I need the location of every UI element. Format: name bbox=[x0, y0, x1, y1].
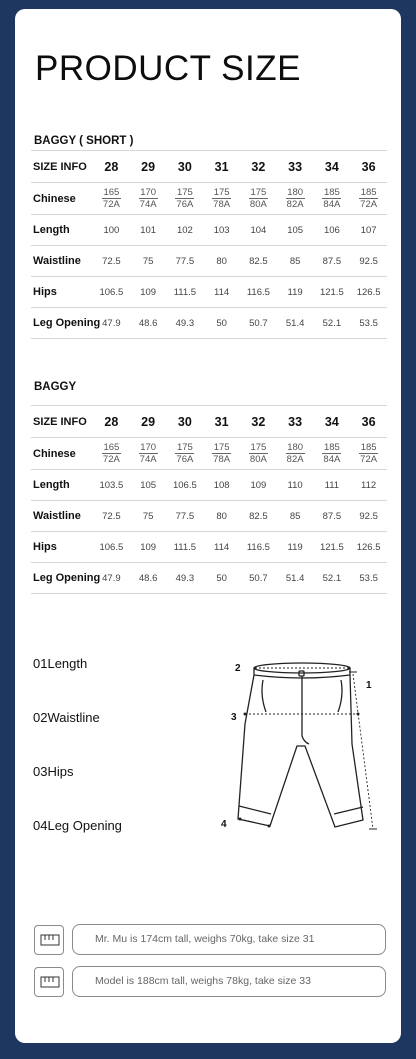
row-label: Leg Opening bbox=[31, 563, 93, 594]
cell: 48.6 bbox=[130, 563, 167, 594]
cell: 112 bbox=[350, 470, 387, 501]
chinese-size: $\frac{185}{84A}$ bbox=[323, 442, 341, 465]
size-table-baggy-short bbox=[31, 150, 387, 339]
row-label: Waistline bbox=[31, 246, 93, 277]
cell: 119 bbox=[277, 277, 314, 308]
cell: 106.5 bbox=[93, 532, 130, 563]
cell: 47.9 bbox=[93, 308, 130, 339]
chinese-size: $\frac{170}{74A}$ bbox=[139, 187, 157, 210]
size-col: 29 bbox=[130, 406, 167, 438]
chinese-row bbox=[31, 438, 387, 470]
cell: 82.5 bbox=[240, 246, 277, 277]
ruler-icon bbox=[34, 925, 64, 955]
cell: 47.9 bbox=[93, 563, 130, 594]
chinese-size: $\frac{175}{76A}$ bbox=[176, 442, 194, 465]
row-label: Leg Opening bbox=[31, 308, 93, 339]
cell: 121.5 bbox=[314, 532, 351, 563]
cell: 77.5 bbox=[167, 246, 204, 277]
cell: 116.5 bbox=[240, 277, 277, 308]
chinese-size: $\frac{175}{80A}$ bbox=[249, 187, 267, 210]
size-col: 30 bbox=[167, 151, 204, 183]
size-col: 31 bbox=[203, 151, 240, 183]
legend-length: 01Length bbox=[33, 656, 88, 671]
size-col: 32 bbox=[240, 406, 277, 438]
chinese-size: $\frac{175}{78A}$ bbox=[213, 187, 231, 210]
cell: 50.7 bbox=[240, 563, 277, 594]
chinese-size: $\frac{170}{74A}$ bbox=[139, 442, 157, 465]
cell: 111 bbox=[314, 470, 351, 501]
cell: 80 bbox=[203, 501, 240, 532]
cell: 49.3 bbox=[167, 308, 204, 339]
size-col: 34 bbox=[314, 151, 351, 183]
cell: 104 bbox=[240, 215, 277, 246]
cell: 75 bbox=[130, 246, 167, 277]
table-row-hips bbox=[31, 277, 387, 308]
row-label: Length bbox=[31, 215, 93, 246]
cell: 51.4 bbox=[277, 563, 314, 594]
cell: 72.5 bbox=[93, 501, 130, 532]
cell: 111.5 bbox=[167, 532, 204, 563]
pants-outline bbox=[238, 675, 363, 827]
cell: 110 bbox=[277, 470, 314, 501]
size-col: 32 bbox=[240, 151, 277, 183]
cell: 102 bbox=[167, 215, 204, 246]
cell: 52.1 bbox=[314, 308, 351, 339]
table-row-leg-opening bbox=[31, 563, 387, 594]
cell: 103 bbox=[203, 215, 240, 246]
cell: 87.5 bbox=[314, 501, 351, 532]
diagram-marker-2: 2 bbox=[235, 663, 241, 674]
cell: 121.5 bbox=[314, 277, 351, 308]
chinese-size: $\frac{165}{72A}$ bbox=[102, 442, 120, 465]
diagram-marker-4: 4 bbox=[221, 819, 227, 830]
chinese-size: $\frac{185}{84A}$ bbox=[323, 187, 341, 210]
cell: 80 bbox=[203, 246, 240, 277]
legend-hips: 03Hips bbox=[33, 764, 74, 779]
cell: 126.5 bbox=[350, 277, 387, 308]
table-row-waistline bbox=[31, 501, 387, 532]
cell: 85 bbox=[277, 501, 314, 532]
size-col: 33 bbox=[277, 151, 314, 183]
row-label: Hips bbox=[31, 277, 93, 308]
cell: 105 bbox=[277, 215, 314, 246]
table-title-baggy: BAGGY bbox=[34, 381, 77, 393]
diagram-marker-3: 3 bbox=[231, 712, 237, 723]
cell: 111.5 bbox=[167, 277, 204, 308]
cell: 92.5 bbox=[350, 501, 387, 532]
cell: 72.5 bbox=[93, 246, 130, 277]
cell: 53.5 bbox=[350, 563, 387, 594]
ruler-icon bbox=[34, 967, 64, 997]
chinese-size: $\frac{175}{78A}$ bbox=[213, 442, 231, 465]
diagram-marker-1: 1 bbox=[366, 680, 372, 691]
legend-leg-opening: 04Leg Opening bbox=[33, 818, 122, 833]
legend-waistline: 02Waistline bbox=[33, 710, 100, 725]
cell: 106.5 bbox=[93, 277, 130, 308]
row-label: Hips bbox=[31, 532, 93, 563]
chinese-label: Chinese bbox=[31, 438, 93, 470]
cell: 51.4 bbox=[277, 308, 314, 339]
size-col: 36 bbox=[350, 406, 387, 438]
size-col: 28 bbox=[93, 151, 130, 183]
cell: 106.5 bbox=[167, 470, 204, 501]
cell: 101 bbox=[130, 215, 167, 246]
table-row-waistline bbox=[31, 246, 387, 277]
chinese-row bbox=[31, 183, 387, 215]
chinese-size: $\frac{165}{72A}$ bbox=[102, 187, 120, 210]
size-chart-card bbox=[15, 9, 401, 1043]
cell: 100 bbox=[93, 215, 130, 246]
fit-note-2: Model is 188cm tall, weighs 78kg, take size 33 bbox=[72, 966, 386, 997]
cell: 82.5 bbox=[240, 501, 277, 532]
chinese-size: $\frac{185}{72A}$ bbox=[360, 442, 378, 465]
chinese-size: $\frac{180}{82A}$ bbox=[286, 442, 304, 465]
cell: 126.5 bbox=[350, 532, 387, 563]
cell: 109 bbox=[130, 532, 167, 563]
chinese-size: $\frac{175}{76A}$ bbox=[176, 187, 194, 210]
cell: 50 bbox=[203, 563, 240, 594]
cell: 50.7 bbox=[240, 308, 277, 339]
cell: 107 bbox=[350, 215, 387, 246]
cell: 77.5 bbox=[167, 501, 204, 532]
table-row-hips bbox=[31, 532, 387, 563]
pants-measurement-diagram bbox=[221, 654, 385, 839]
table-title-baggy-short: BAGGY ( SHORT ) bbox=[34, 135, 134, 147]
cell: 116.5 bbox=[240, 532, 277, 563]
size-col: 28 bbox=[93, 406, 130, 438]
table-header-row bbox=[31, 406, 387, 438]
size-table-baggy bbox=[31, 405, 387, 594]
cell: 106 bbox=[314, 215, 351, 246]
cell: 105 bbox=[130, 470, 167, 501]
cell: 119 bbox=[277, 532, 314, 563]
cell: 114 bbox=[203, 532, 240, 563]
cell: 103.5 bbox=[93, 470, 130, 501]
size-col: 36 bbox=[350, 151, 387, 183]
size-col: 34 bbox=[314, 406, 351, 438]
page-title: PRODUCT SIZE bbox=[35, 49, 301, 88]
row-label: Length bbox=[31, 470, 93, 501]
cell: 85 bbox=[277, 246, 314, 277]
cell: 109 bbox=[240, 470, 277, 501]
size-col: 31 bbox=[203, 406, 240, 438]
cell: 109 bbox=[130, 277, 167, 308]
cell: 108 bbox=[203, 470, 240, 501]
cell: 53.5 bbox=[350, 308, 387, 339]
table-row-leg-opening bbox=[31, 308, 387, 339]
chinese-size: $\frac{185}{72A}$ bbox=[360, 187, 378, 210]
cell: 87.5 bbox=[314, 246, 351, 277]
size-col: 33 bbox=[277, 406, 314, 438]
size-col: 30 bbox=[167, 406, 204, 438]
chinese-label: Chinese bbox=[31, 183, 93, 215]
cell: 92.5 bbox=[350, 246, 387, 277]
row-label: Waistline bbox=[31, 501, 93, 532]
cell: 114 bbox=[203, 277, 240, 308]
cell: 48.6 bbox=[130, 308, 167, 339]
cell: 50 bbox=[203, 308, 240, 339]
table-row-length bbox=[31, 215, 387, 246]
fit-note-1: Mr. Mu is 174cm tall, weighs 70kg, take size 31 bbox=[72, 924, 386, 955]
chinese-size: $\frac{175}{80A}$ bbox=[249, 442, 267, 465]
size-info-label: SIZE INFO bbox=[31, 406, 93, 438]
cell: 75 bbox=[130, 501, 167, 532]
cell: 52.1 bbox=[314, 563, 351, 594]
size-info-label: SIZE INFO bbox=[31, 151, 93, 183]
table-header-row bbox=[31, 151, 387, 183]
table-row-length bbox=[31, 470, 387, 501]
cell: 49.3 bbox=[167, 563, 204, 594]
chinese-size: $\frac{180}{82A}$ bbox=[286, 187, 304, 210]
size-col: 29 bbox=[130, 151, 167, 183]
